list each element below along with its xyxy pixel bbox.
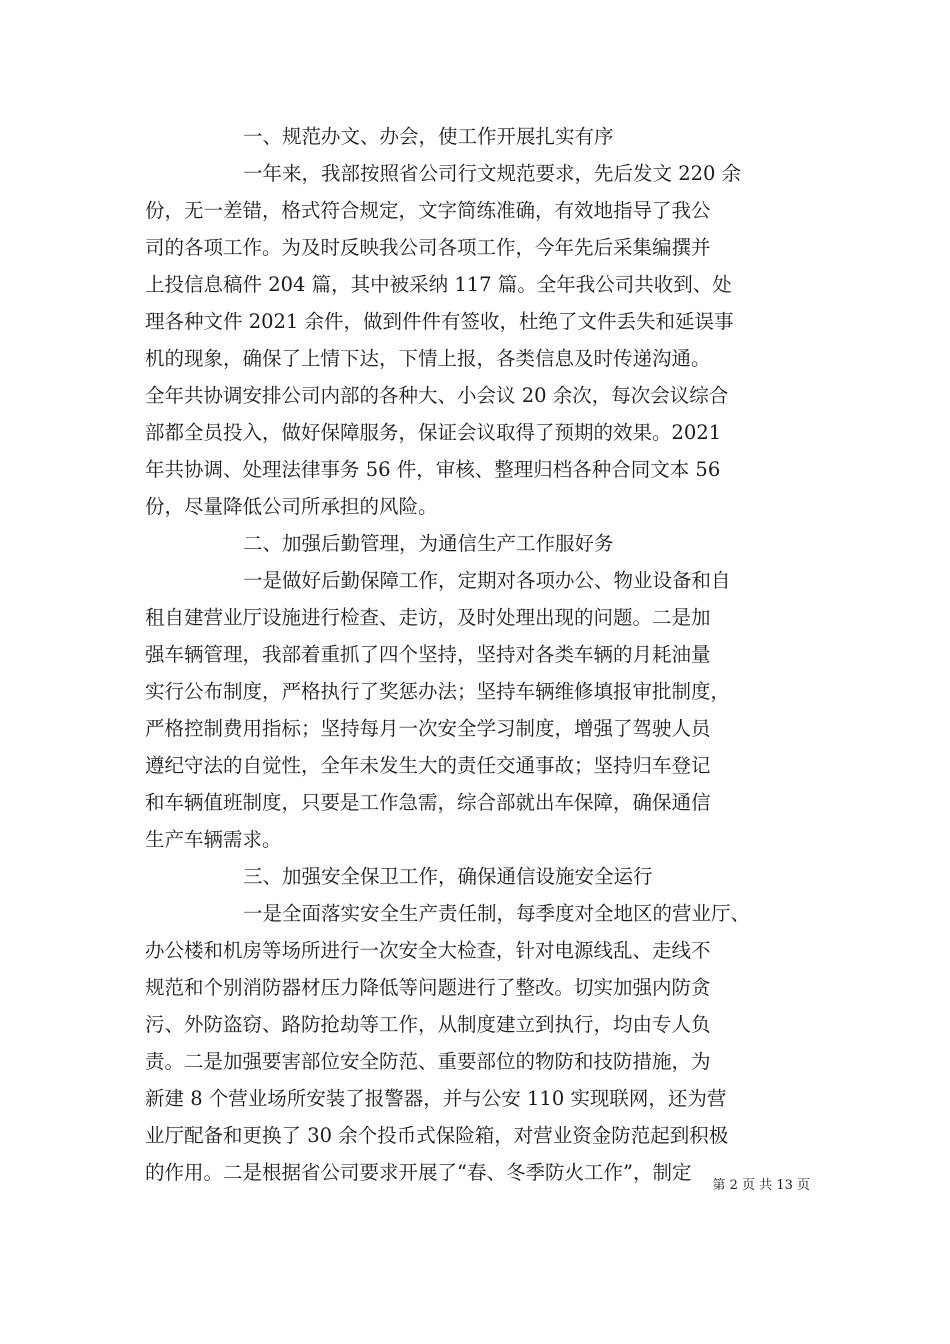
- text-line: 责。二是加强要害部位安全防范、重要部位的物防和技防措施，为: [145, 1050, 711, 1073]
- text-line: 业厅配备和更换了 30 余个投币式保险箱，对营业资金防范起到积极: [145, 1124, 729, 1147]
- text-line: 一年来，我部按照省公司行文规范要求，先后发文 220 余: [243, 162, 742, 185]
- text-line: 严格控制费用指标；坚持每月一次安全学习制度，增强了驾驶人员: [145, 717, 711, 740]
- text-line: 实行公布制度，严格执行了奖惩办法；坚持车辆维修填报审批制度，: [145, 680, 731, 703]
- text-line: 生产车辆需求。: [145, 828, 282, 851]
- text-line: 一、规范办文、办会，使工作开展扎实有序: [243, 125, 614, 148]
- text-line: 年共协调、处理法律事务 56 件，审核、整理归档各种合同文本 56: [145, 458, 721, 481]
- text-line: 规范和个别消防器材压力降低等问题进行了整改。切实加强内防贪: [145, 976, 711, 999]
- text-line: 和车辆值班制度，只要是工作急需，综合部就出车保障，确保通信: [145, 791, 711, 814]
- text-line: 强车辆管理，我部着重抓了四个坚持，坚持对各类车辆的月耗油量: [145, 643, 711, 666]
- text-line: 办公楼和机房等场所进行一次安全大检查，针对电源线乱、走线不: [145, 939, 711, 962]
- text-line: 上投信息稿件 204 篇，其中被采纳 117 篇。全年我公司共收到、处: [145, 273, 732, 296]
- text-line: 份，尽量降低公司所承担的风险。: [145, 495, 438, 518]
- text-line: 的作用。二是根据省公司要求开展了“春、冬季防火工作”，制定: [145, 1161, 692, 1184]
- text-line: 司的各项工作。为及时反映我公司各项工作，今年先后采集编撰并: [145, 236, 711, 259]
- text-line: 部都全员投入，做好保障服务，保证会议取得了预期的效果。2021: [145, 421, 722, 444]
- text-line: 一是全面落实安全生产责任制，每季度对全地区的营业厅、: [243, 902, 751, 925]
- document-body: [145, 118, 810, 1191]
- text-line: 新建 8 个营业场所安装了报警器，并与公安 110 实现联网，还为营: [145, 1087, 727, 1110]
- text-line: 遵纪守法的自觉性，全年未发生大的责任交通事故；坚持归车登记: [145, 754, 711, 777]
- text-line: 份，无一差错，格式符合规定，文字简练准确，有效地指导了我公: [145, 199, 711, 222]
- text-line: 污、外防盗窃、路防抢劫等工作，从制度建立到执行，均由专人负: [145, 1013, 711, 1036]
- page-number-footer: 第 2 页 共 13 页: [712, 1178, 810, 1193]
- text-line: 租自建营业厅设施进行检查、走访，及时处理出现的问题。二是加: [145, 606, 711, 629]
- text-line: 机的现象，确保了上情下达，下情上报，各类信息及时传递沟通。: [145, 347, 711, 370]
- text-line: 一是做好后勤保障工作，定期对各项办公、物业设备和自: [243, 569, 731, 592]
- text-line: 三、加强安全保卫工作，确保通信设施安全运行: [243, 865, 653, 888]
- text-line: 全年共协调安排公司内部的各种大、小会议 20 余次，每次会议综合: [145, 384, 729, 407]
- text-line: 二、加强后勤管理，为通信生产工作服好务: [243, 532, 614, 555]
- text-line: 理各种文件 2021 余件，做到件件有签收，杜绝了文件丢失和延误事: [145, 310, 734, 333]
